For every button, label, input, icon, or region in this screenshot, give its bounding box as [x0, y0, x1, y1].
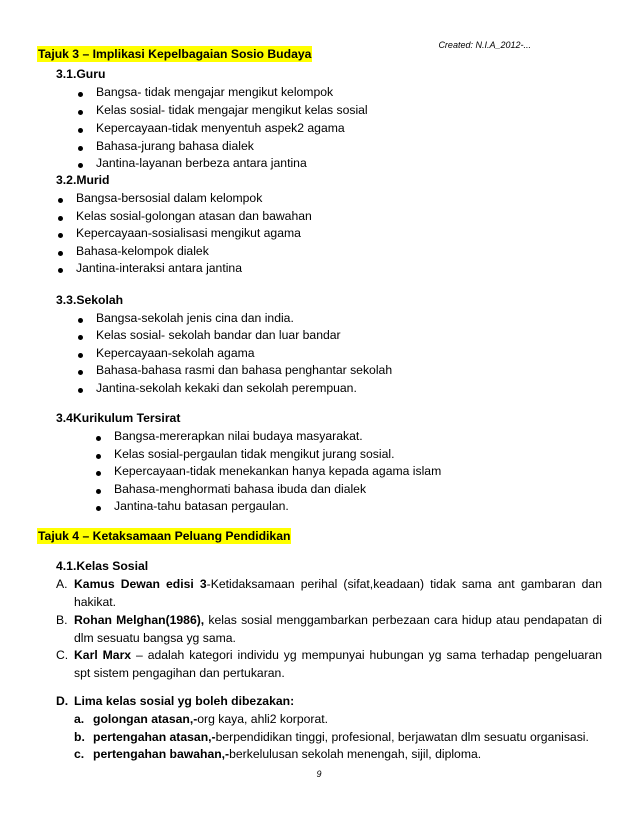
kurikulum-item: Kelas sosial-pergaulan tidak mengikut jurang sosial. [114, 447, 395, 461]
guru-item: Kepercayaan-tidak menyentuh aspek2 agama [96, 121, 345, 135]
sub-item-letter: a. [74, 712, 85, 726]
kurikulum-label: 3.4Kurikulum Tersirat [56, 411, 181, 425]
bullet-icon [58, 216, 63, 221]
sub-item-text: org kaya, ahli2 korporat. [197, 712, 329, 726]
created-note: Created: N.I.A_2012-... [438, 40, 531, 50]
lima-kelas-label: Lima kelas sosial yg boleh dibezakan: [74, 694, 295, 708]
bullet-icon [96, 489, 101, 494]
sub-item [93, 746, 481, 762]
kurikulum-item: Bangsa-mererapkan nilai budaya masyarakat. [114, 429, 363, 443]
sub-item-letter: c. [74, 747, 85, 761]
section-3-heading: Tajuk 3 – Implikasi Kepelbagaian Sosio Budaya [38, 47, 312, 61]
section-4-heading: Tajuk 4 – Ketaksamaan Peluang Pendidikan [38, 529, 291, 543]
bullet-icon [58, 251, 63, 256]
bullet-icon [78, 335, 83, 340]
bullet-icon [78, 318, 83, 323]
bullet-icon [78, 128, 83, 133]
kelas-sosial-label: 4.1.Kelas Sosial [56, 559, 149, 573]
murid-item: Bahasa-kelompok dialek [76, 244, 209, 258]
sekolah-item: Bangsa-sekolah jenis cina dan india. [96, 311, 294, 325]
guru-label: 3.1.Guru [56, 67, 106, 81]
bullet-icon [96, 471, 101, 476]
bullet-icon [78, 370, 83, 375]
bullet-icon [78, 110, 83, 115]
bullet-icon [96, 506, 101, 511]
sub-item-term: pertengahan bawahan,- [93, 747, 230, 761]
murid-item: Bangsa-bersosial dalam kelompok [76, 191, 263, 205]
guru-item: Bangsa- tidak mengajar mengikut kelompok [96, 85, 334, 99]
bullet-icon [78, 353, 83, 358]
definition-term: Kamus Dewan edisi 3 [74, 577, 207, 591]
item-letter: D. [56, 694, 69, 708]
item-letter: C. [56, 648, 69, 662]
bullet-icon [58, 233, 63, 238]
sub-item-term: pertengahan atasan,- [93, 730, 216, 744]
bullet-icon [78, 388, 83, 393]
bullet-icon [78, 163, 83, 168]
kurikulum-item: Kepercayaan-tidak menekankan hanya kepada agama islam [114, 464, 442, 478]
murid-label: 3.2.Murid [56, 173, 110, 187]
guru-item: Jantina-layanan berbeza antara jantina [96, 156, 307, 170]
murid-item: Jantina-interaksi antara jantina [76, 261, 242, 275]
page-number: 9 [316, 769, 322, 779]
murid-item: Kepercayaan-sosialisasi mengikut agama [76, 226, 301, 240]
sub-item-text: berpendidikan tinggi, profesional, berjawatan dlm sesuatu organisasi. [215, 730, 589, 744]
bullet-icon [96, 454, 101, 459]
sub-item [93, 711, 328, 727]
kurikulum-item: Jantina-tahu batasan pergaulan. [114, 499, 289, 513]
definition-term: Rohan Melghan(1986), [74, 613, 205, 627]
definition-text: -Ketidaksamaan perihal (sifat,keadaan) tidak sama ant gambaran dan hakikat. [74, 577, 602, 609]
sekolah-item: Bahasa-bahasa rasmi dan bahasa penghantar sekolah [96, 363, 393, 377]
bullet-icon [58, 198, 63, 203]
sub-item [93, 729, 589, 745]
definition-item [74, 575, 602, 611]
definition-item [74, 646, 602, 682]
sekolah-item: Jantina-sekolah kekaki dan sekolah perempuan. [96, 381, 357, 395]
murid-item: Kelas sosial-golongan atasan dan bawahan [76, 209, 312, 223]
kurikulum-item: Bahasa-menghormati bahasa ibuda dan dialek [114, 482, 367, 496]
sub-item-letter: b. [74, 730, 85, 744]
item-letter: A. [56, 577, 68, 591]
guru-item: Kelas sosial- tidak mengajar mengikut kelas sosial [96, 103, 368, 117]
item-letter: B. [56, 613, 68, 627]
sub-item-text: berkelulusan sekolah menengah, sijil, diploma. [229, 747, 482, 761]
definition-item [74, 611, 602, 647]
bullet-icon [78, 92, 83, 97]
sekolah-label: 3.3.Sekolah [56, 293, 124, 307]
sekolah-item: Kelas sosial- sekolah bandar dan luar bandar [96, 328, 341, 342]
definition-text: – adalah kategori individu yg mempunyai hubungan yg sama terhadap pengeluaran spt sistem pengagihan dan pertukaran. [74, 648, 602, 680]
bullet-icon [78, 146, 83, 151]
definition-text: kelas sosial menggambarkan perbezaan cara hidup atau pendapatan di dlm sesuatu bangsa yg sama. [74, 613, 602, 645]
bullet-icon [58, 268, 63, 273]
guru-item: Bahasa-jurang bahasa dialek [96, 139, 254, 153]
sub-item-term: golongan atasan,- [93, 712, 198, 726]
sekolah-item: Kepercayaan-sekolah agama [96, 346, 255, 360]
bullet-icon [96, 436, 101, 441]
definition-term: Karl Marx [74, 648, 132, 662]
